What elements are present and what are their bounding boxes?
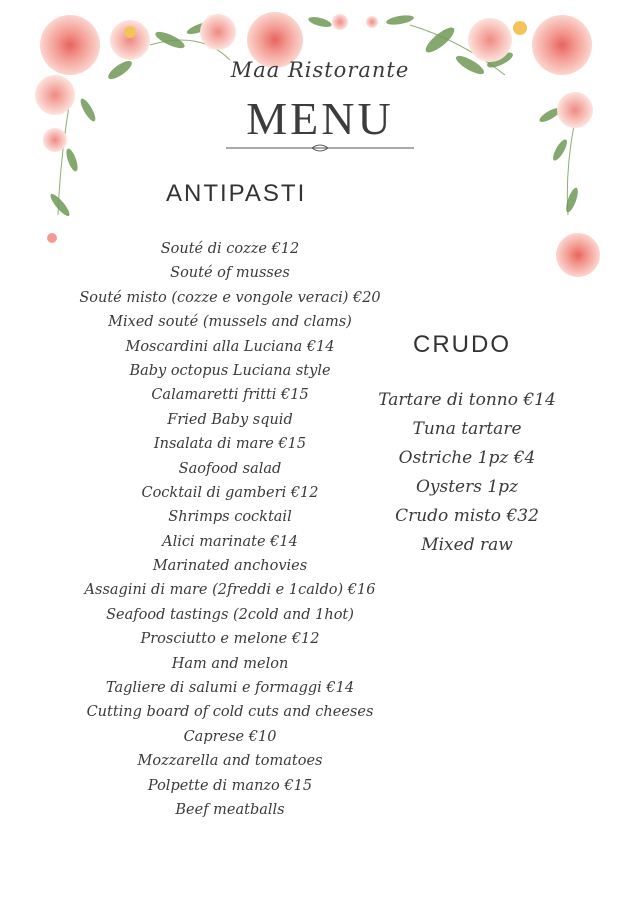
antipasti-item: Polpette di manzo €15 bbox=[147, 777, 313, 794]
antipasti-heading: ANTIPASTI bbox=[166, 180, 307, 207]
antipasti-item: Baby octopus Luciana style bbox=[129, 362, 331, 379]
antipasti-item: Souté misto (cozze e vongole veraci) €20 bbox=[79, 289, 381, 306]
crudo-heading: CRUDO bbox=[413, 331, 511, 358]
crudo-item: Tartare di tonno €14 bbox=[378, 390, 556, 410]
antipasti-item: Moscardini alla Luciana €14 bbox=[125, 338, 335, 355]
antipasti-item: Shrimps cocktail bbox=[168, 509, 292, 526]
title-divider bbox=[226, 142, 414, 154]
antipasti-item: Saofood salad bbox=[178, 460, 282, 477]
antipasti-item: Assagini di mare (2freddi e 1caldo) €16 bbox=[84, 582, 376, 599]
antipasti-item: Marinated anchovies bbox=[152, 558, 308, 575]
antipasti-item: Seafood tastings (2cold and 1hot) bbox=[106, 606, 354, 623]
antipasti-item: Prosciutto e melone €12 bbox=[140, 631, 320, 648]
antipasti-item: Souté di cozze €12 bbox=[160, 241, 300, 257]
crudo-list bbox=[362, 386, 572, 560]
antipasti-list bbox=[60, 237, 400, 822]
antipasti-item: Insalata di mare €15 bbox=[153, 436, 307, 453]
antipasti-item: Beef meatballs bbox=[175, 801, 285, 818]
antipasti-item: Calamaretti fritti €15 bbox=[151, 387, 309, 404]
crudo-item: Crudo misto €32 bbox=[395, 506, 539, 526]
crudo-item: Mixed raw bbox=[421, 535, 513, 555]
crudo-item: Oysters 1pz bbox=[415, 477, 519, 497]
antipasti-item: Mozzarella and tomatoes bbox=[137, 753, 323, 770]
antipasti-item: Cocktail di gamberi €12 bbox=[141, 484, 319, 501]
crudo-item: Ostriche 1pz €4 bbox=[398, 448, 536, 468]
antipasti-item: Ham and melon bbox=[171, 655, 289, 672]
antipasti-item: Tagliere di salumi e formaggi €14 bbox=[105, 680, 355, 697]
antipasti-item: Fried Baby squid bbox=[167, 411, 293, 428]
antipasti-item: Mixed souté (mussels and clams) bbox=[108, 314, 352, 331]
crudo-item: Tuna tartare bbox=[412, 419, 522, 439]
antipasti-item: Caprese €10 bbox=[183, 728, 277, 745]
rose-cluster-left bbox=[35, 15, 150, 243]
antipasti-item: Alici marinate €14 bbox=[162, 533, 298, 550]
rose-cluster-right bbox=[468, 15, 600, 277]
antipasti-item: Cutting board of cold cuts and cheeses bbox=[86, 704, 374, 721]
menu-title: MENU bbox=[246, 93, 394, 144]
restaurant-name: Maa Ristorante bbox=[230, 58, 410, 82]
antipasti-item: Souté of musses bbox=[170, 265, 290, 282]
